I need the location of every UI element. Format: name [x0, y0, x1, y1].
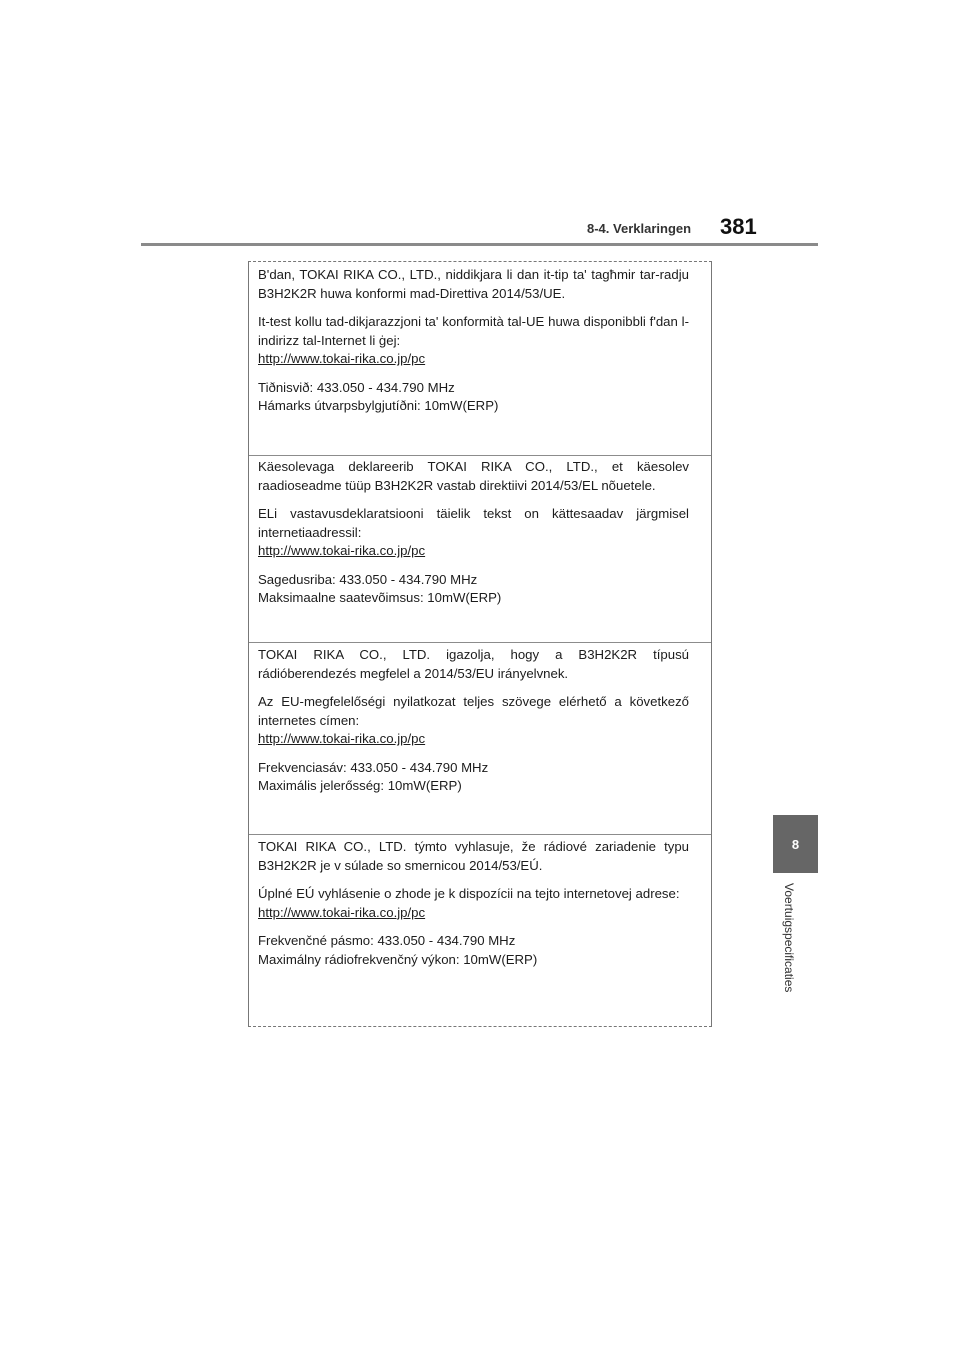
declaration-url-link[interactable]: http://www.tokai-rika.co.jp/pc: [258, 351, 426, 366]
max-power: Maximális jelerősség: 10mW(ERP): [258, 778, 462, 793]
declaration-availability: Úplné EÚ vyhlásenie o zhode je k dispozícii na tejto internetovej adrese:: [258, 886, 680, 901]
declaration-availability: ELi vastavusdeklaratsiooni täielik tekst on kättesaadav järgmisel internetiaadressil:: [258, 506, 689, 540]
frequency-band: Frekvenčné pásmo: 433.050 - 434.790 MHz: [258, 933, 516, 948]
chapter-number: 8: [791, 836, 800, 852]
max-power: Maksimaalne saatevõimsus: 10mW(ERP): [258, 590, 502, 605]
declaration-availability: Az EU-megfelelőségi nyilatkozat teljes szövege elérhető a következő internetes címen:: [258, 694, 689, 728]
declaration-intro: TOKAI RIKA CO., LTD. týmto vyhlasuje, že rádiové zariadenie typu B3H2K2R je v súlade so smernicou 2014/53/EÚ.: [258, 839, 689, 873]
frequency-band: Tiðnisvið: 433.050 - 434.790 MHz: [258, 379, 455, 395]
header-rule: [141, 243, 818, 246]
declaration-url-link[interactable]: http://www.tokai-rika.co.jp/pc: [258, 731, 426, 746]
block-divider: [249, 834, 711, 835]
declaration-url-link[interactable]: http://www.tokai-rika.co.jp/pc: [258, 904, 426, 920]
block-divider: [249, 455, 711, 456]
declaration-block-hungarian: [249, 646, 711, 796]
declaration-block-slovak: [249, 838, 711, 969]
declarations-box: [248, 261, 712, 1027]
declaration-intro: TOKAI RIKA CO., LTD. igazolja, hogy a B3H2K2R típusú rádióberendezés megfelel a 2014/53/EU irányelvnek.: [258, 647, 689, 681]
frequency-band: Sagedusriba: 433.050 - 434.790 MHz: [258, 571, 478, 587]
frequency-band: Frekvenciasáv: 433.050 - 434.790 MHz: [258, 759, 489, 775]
declaration-block-estonian: [249, 458, 711, 608]
max-power: Maximálny rádiofrekvenčný výkon: 10mW(ERP): [258, 951, 538, 967]
page-number: 381: [720, 214, 757, 239]
declaration-url-link[interactable]: http://www.tokai-rika.co.jp/pc: [258, 543, 426, 558]
declaration-availability: It-test kollu tad-dikjarazzjoni ta' konformità tal-UE huwa disponibbli f'dan l-indirizz tal-Internet li ġej:: [258, 314, 689, 348]
chapter-side-title: Voertuigspecificaties: [782, 883, 796, 993]
declaration-intro: B'dan, TOKAI RIKA CO., LTD., niddikjara li dan it-tip ta' tagħmir tar-radju B3H2K2R huwa konformi mad-Direttiva 2014/53/UE.: [258, 267, 689, 301]
max-power: Hámarks útvarpsbylgjutíðni: 10mW(ERP): [258, 398, 499, 413]
declaration-block-maltese-icelandic: [249, 266, 711, 416]
block-divider: [249, 642, 711, 643]
section-title: 8-4. Verklaringen: [587, 221, 692, 236]
chapter-tab: [773, 815, 818, 873]
page-header: [0, 0, 960, 250]
declaration-intro: Käesolevaga deklareerib TOKAI RIKA CO., LTD., et käesolev raadioseadme tüüp B3H2K2R vastab direktiivi 2014/53/EL nõuetele.: [258, 459, 689, 493]
